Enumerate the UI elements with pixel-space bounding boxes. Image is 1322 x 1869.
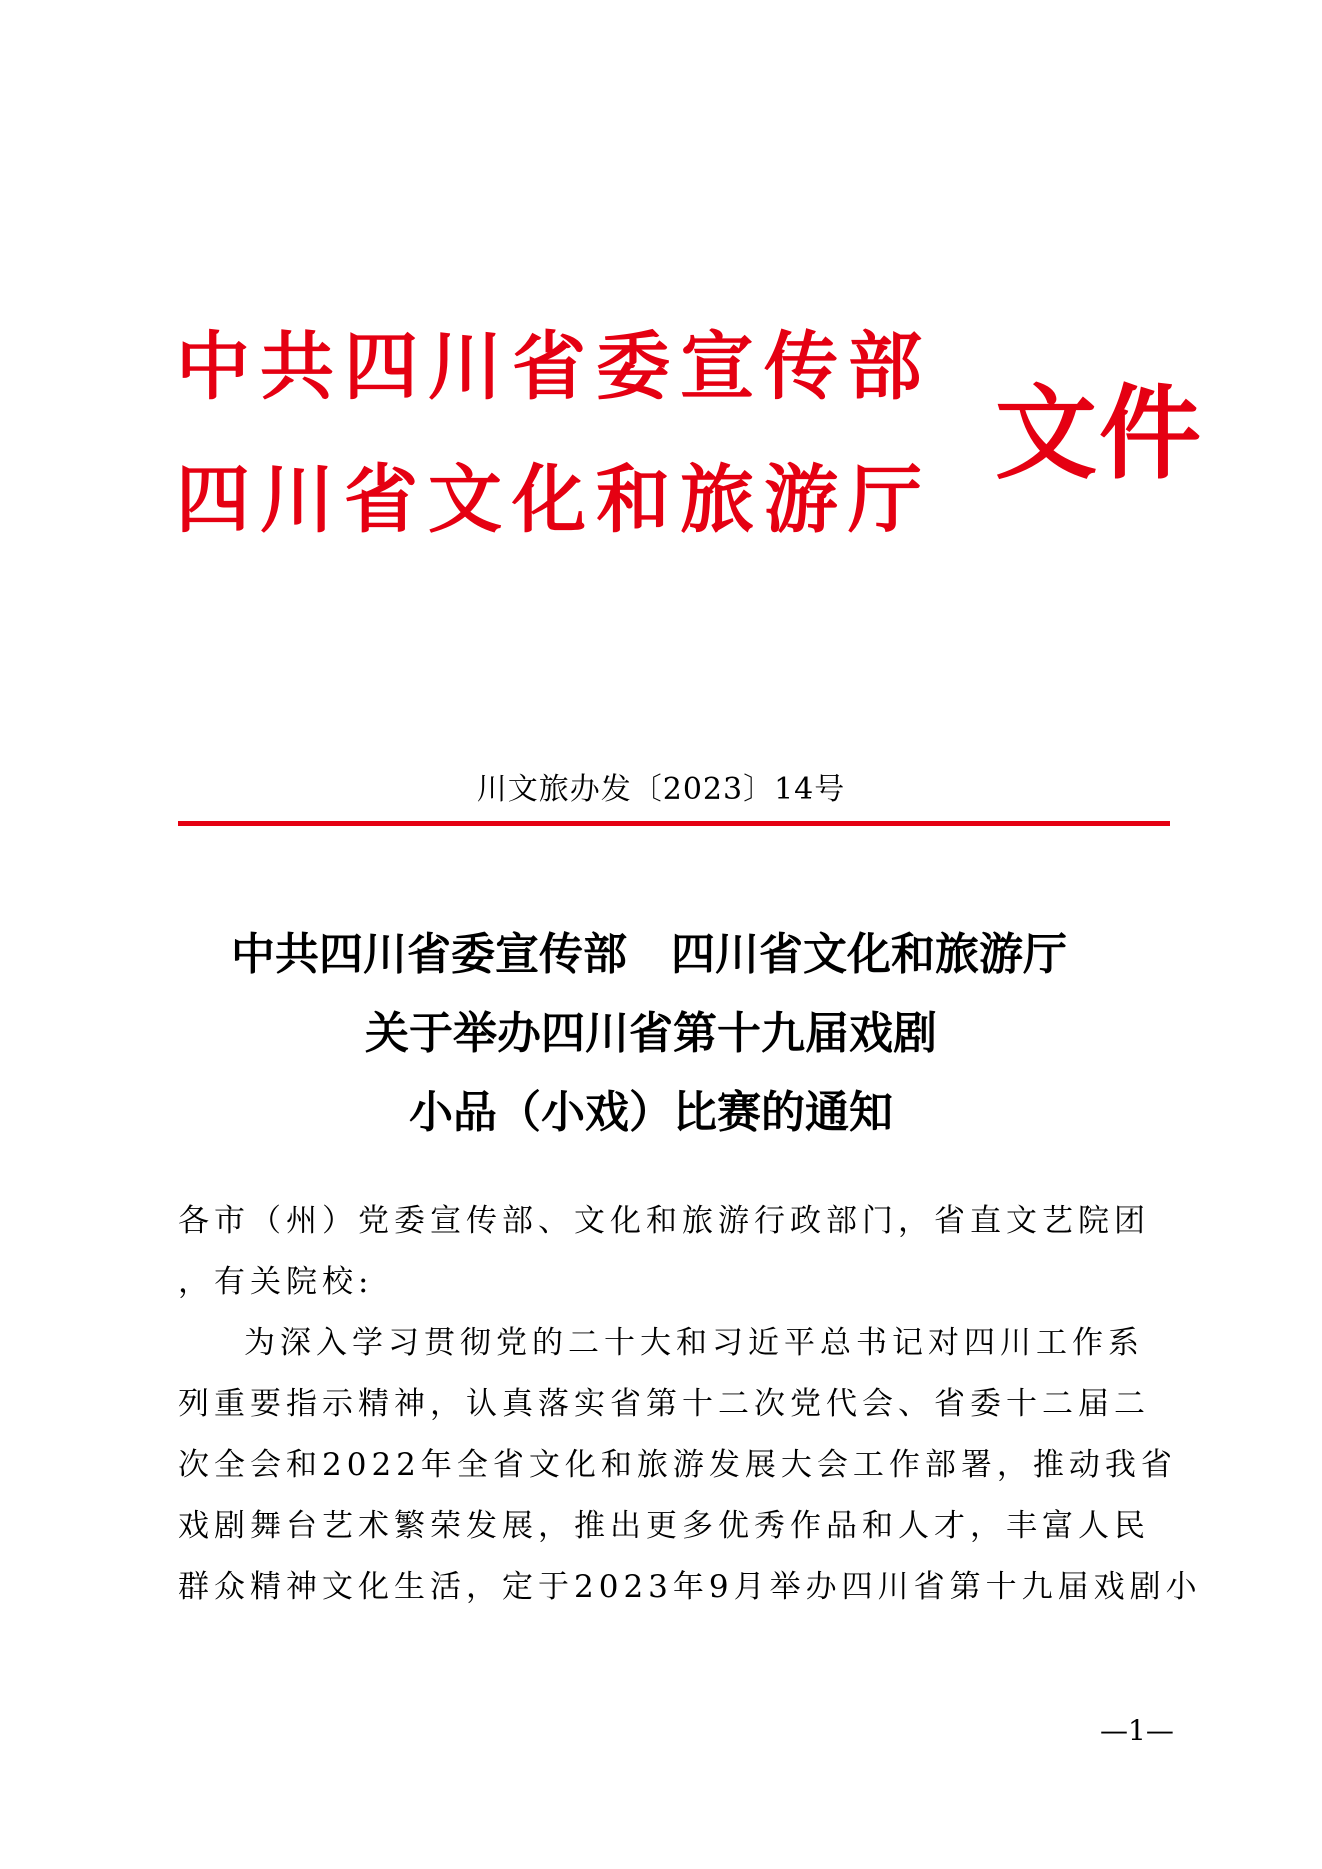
document-title-line-2: 关于举办四川省第十九届戏剧 — [365, 1008, 937, 1059]
body-text-line: 次全会和2022年全省文化和旅游发展大会工作部署，推动我省 — [178, 1447, 1177, 1483]
document-number: 川文旅办发〔2023〕14号 — [476, 772, 846, 807]
page-number: —1— — [1100, 1714, 1174, 1747]
document-title-line-1: 中共四川省委宣传部 四川省文化和旅游厅 — [231, 929, 1067, 980]
body-text-line: ，有关院校: — [178, 1264, 374, 1300]
body-text-line: 戏剧舞台艺术繁荣发展，推出更多优秀作品和人才，丰富人民 — [178, 1508, 1150, 1544]
body-text-line: 为深入学习贯彻党的二十大和习近平总书记对四川工作系 — [244, 1325, 1144, 1361]
body-text-line: 各市（州）党委宣传部、文化和旅游行政部门，省直文艺院团 — [178, 1203, 1150, 1239]
body-text-line: 列重要指示精神，认真落实省第十二次党代会、省委十二届二 — [178, 1386, 1150, 1422]
issuing-org-line-1: 中共四川省委宣传部 — [176, 324, 932, 410]
document-title-line-3: 小品（小戏）比赛的通知 — [409, 1087, 893, 1138]
issuing-org-line-2: 四川省文化和旅游厅 — [176, 457, 932, 543]
body-text-line: 群众精神文化生活，定于2023年9月举办四川省第十九届戏剧小 — [178, 1569, 1202, 1605]
document-type-label: 文件 — [995, 374, 1203, 494]
red-divider-rule — [178, 821, 1170, 826]
